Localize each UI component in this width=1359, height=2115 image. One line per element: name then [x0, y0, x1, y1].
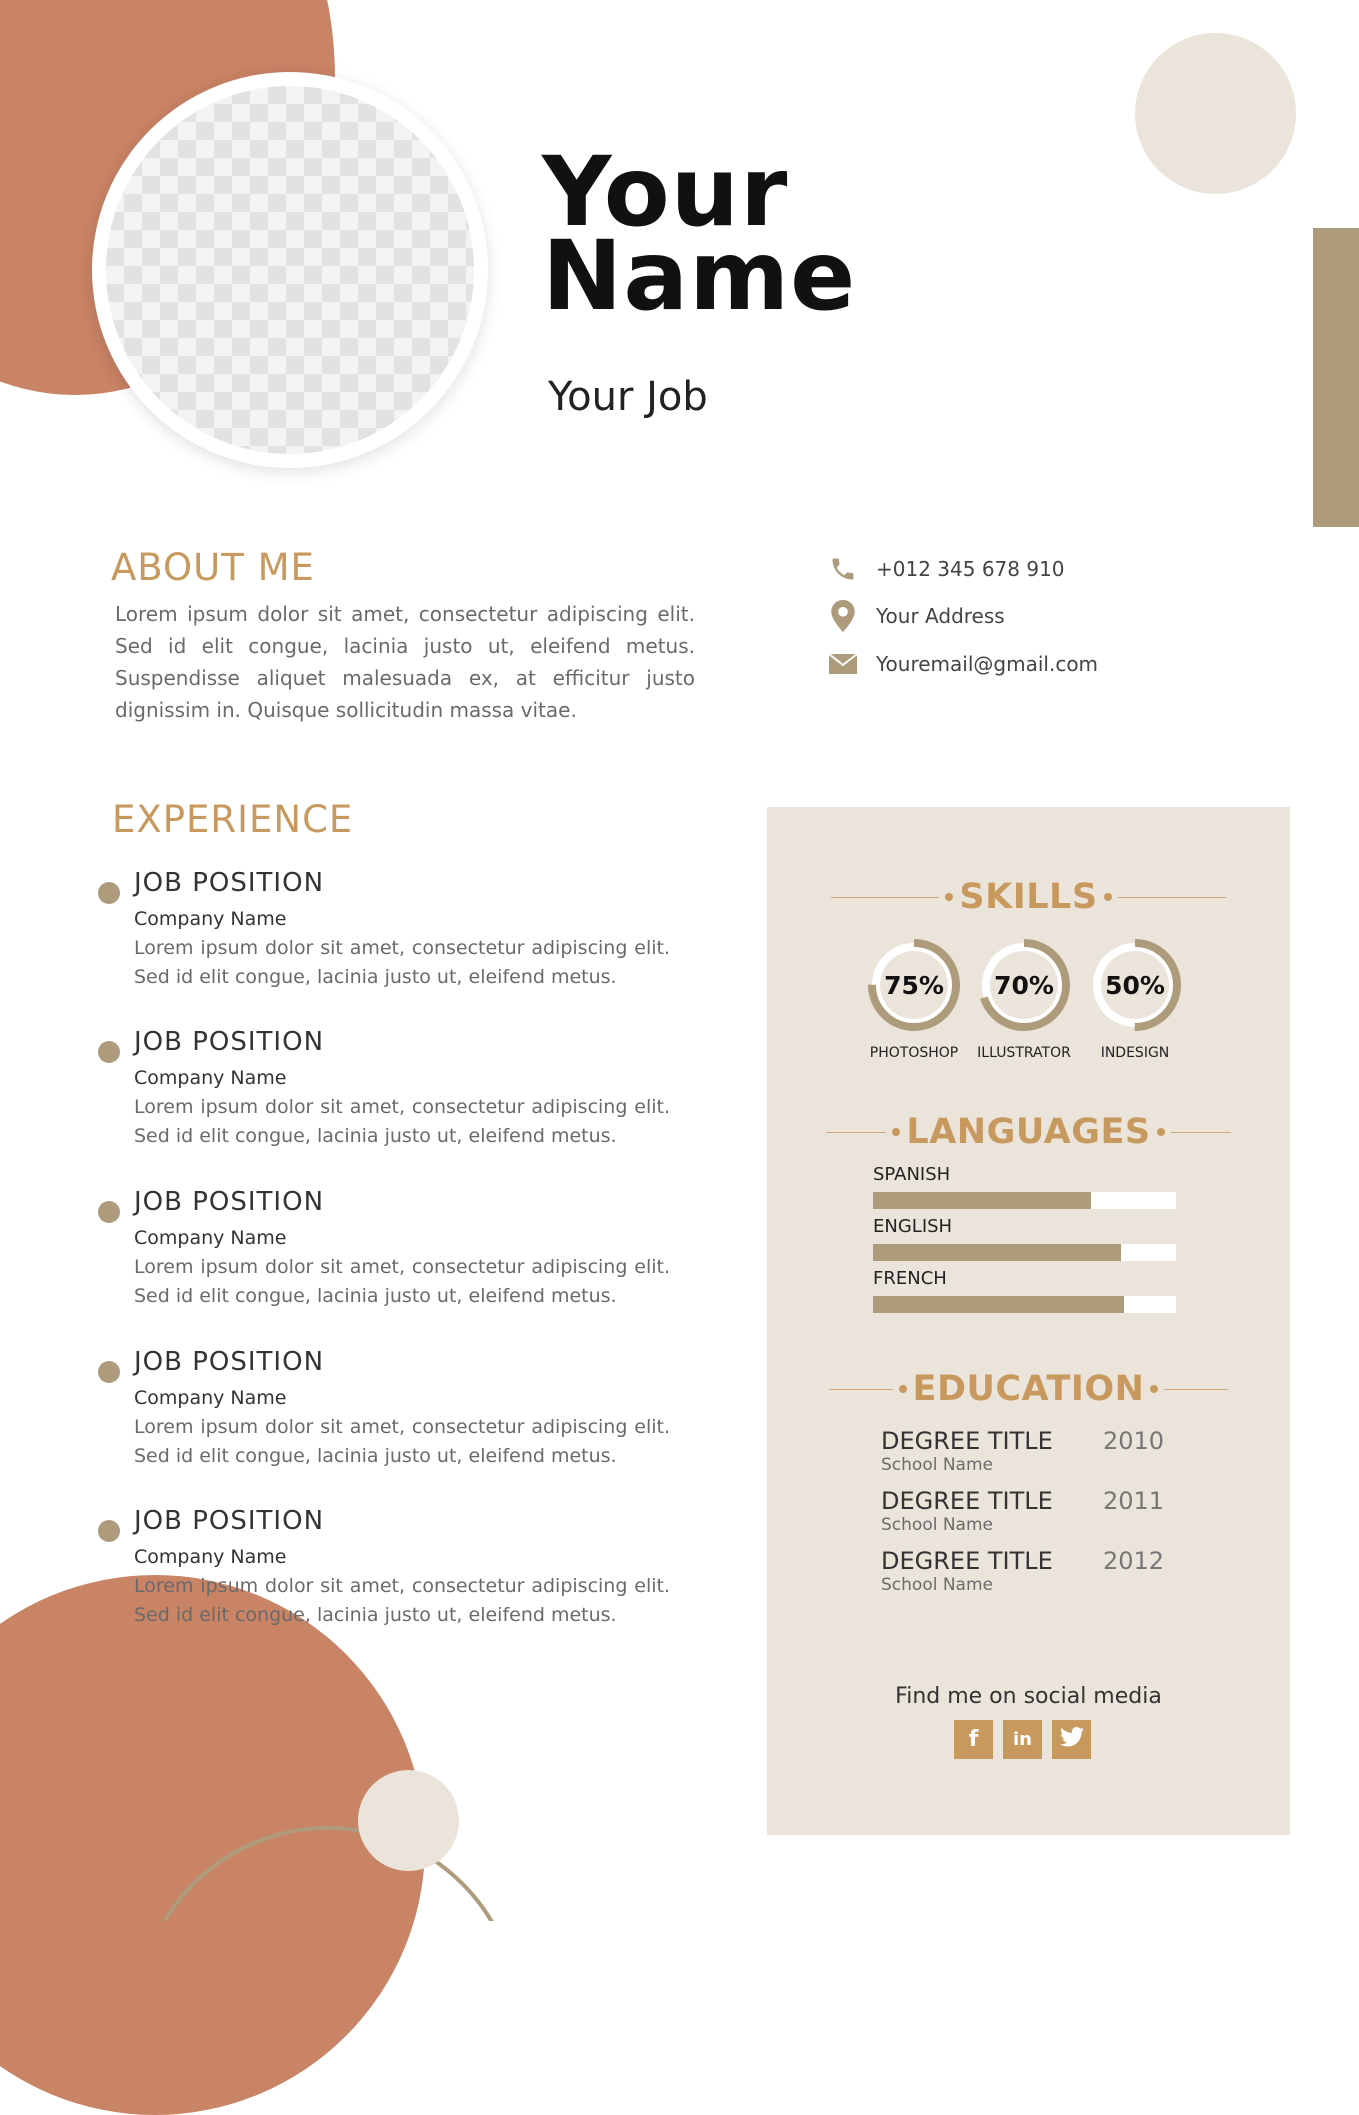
facebook-icon: f [968, 1727, 979, 1752]
contact-email [828, 648, 1098, 680]
email-icon [828, 649, 858, 679]
degree-title: DEGREE TITLE [881, 1427, 1053, 1455]
skill-ring [1087, 937, 1183, 1033]
location-pin-icon [828, 601, 858, 631]
linkedin-icon: in [1013, 1729, 1032, 1750]
name-block [542, 136, 857, 332]
address-text: Your Address [876, 604, 1005, 628]
job-description: Lorem ipsum dolor sit amet, consectetur adipiscing elit. Sed id elit congue, lacinia justo ut, eleifend metus. [134, 937, 670, 988]
job-position: JOB POSITION [134, 1347, 325, 1377]
email-text: Youremail@gmail.com [876, 652, 1099, 676]
language-bar-fill [873, 1192, 1091, 1209]
language-bar [873, 1192, 1176, 1209]
language-name: FRENCH [873, 1268, 947, 1289]
job-description: Lorem ipsum dolor sit amet, consectetur adipiscing elit. Sed id elit congue, lacinia justo ut, eleifend metus. [134, 1096, 670, 1147]
education-heading [767, 1369, 1290, 1409]
contact-phone [828, 553, 1065, 585]
degree-title: DEGREE TITLE [881, 1547, 1053, 1575]
skills-title: SKILLS [959, 877, 1098, 917]
school-name: School Name [881, 1515, 993, 1535]
experience-heading: EXPERIENCE [112, 798, 354, 841]
language-bar-fill [873, 1244, 1121, 1261]
job-position: JOB POSITION [134, 1187, 325, 1217]
job-title: Your Job [548, 374, 708, 420]
first-name: Your [542, 136, 789, 248]
decor-beige-circle-top [1135, 33, 1296, 194]
skill-name: INDESIGN [1100, 1045, 1170, 1061]
bullet-dot [98, 1041, 120, 1063]
twitter-icon [1060, 1727, 1084, 1753]
job-position: JOB POSITION [134, 868, 325, 898]
last-name: Name [542, 220, 857, 332]
decor-beige-circle-bottom [358, 1770, 459, 1871]
company-name: Company Name [134, 1546, 287, 1568]
language-name: SPANISH [873, 1164, 951, 1185]
languages-title: LANGUAGES [906, 1112, 1151, 1152]
language-bar [873, 1244, 1176, 1261]
facebook-button[interactable] [954, 1720, 993, 1759]
school-name: School Name [881, 1575, 993, 1595]
about-text: Lorem ipsum dolor sit amet, consectetur adipiscing elit. Sed id elit congue, lacinia justo ut, eleifend metus. Suspendisse aliquet malesuada ex, at efficitur justo dignissim in. Quisque sollicitudin massa vitae. [115, 602, 695, 722]
language-bar [873, 1296, 1176, 1313]
degree-year: 2010 [1103, 1427, 1165, 1455]
degree-title: DEGREE TITLE [881, 1487, 1053, 1515]
linkedin-button[interactable] [1003, 1720, 1042, 1759]
skill-name: PHOTOSHOP [869, 1045, 959, 1061]
company-name: Company Name [134, 1067, 287, 1089]
contact-address [828, 600, 1005, 632]
language-name: ENGLISH [873, 1216, 953, 1237]
job-description: Lorem ipsum dolor sit amet, consectetur adipiscing elit. Sed id elit congue, lacinia justo ut, eleifend metus. [134, 1416, 670, 1467]
degree-year: 2012 [1103, 1547, 1165, 1575]
photo-placeholder [106, 86, 474, 454]
school-name: School Name [881, 1455, 993, 1475]
company-name: Company Name [134, 908, 287, 930]
bullet-dot [98, 1361, 120, 1383]
job-position: JOB POSITION [134, 1506, 325, 1536]
skill-ring [976, 937, 1072, 1033]
decor-arc-bottom [150, 1790, 530, 1921]
bullet-dot [98, 1520, 120, 1542]
company-name: Company Name [134, 1387, 287, 1409]
company-name: Company Name [134, 1227, 287, 1249]
job-description: Lorem ipsum dolor sit amet, consectetur adipiscing elit. Sed id elit congue, lacinia justo ut, eleifend metus. [134, 1256, 670, 1307]
decor-tan-bar [1313, 228, 1359, 527]
language-bar-fill [873, 1296, 1124, 1313]
phone-icon [828, 554, 858, 584]
bullet-dot [98, 1201, 120, 1223]
skill-percent: 75% [884, 970, 944, 1000]
skills-heading [767, 877, 1290, 917]
about-heading: ABOUT ME [111, 546, 315, 589]
job-position: JOB POSITION [134, 1027, 325, 1057]
bullet-dot [98, 882, 120, 904]
social-media-text: Find me on social media [895, 1684, 1162, 1709]
side-panel [767, 807, 1290, 1835]
languages-heading [767, 1112, 1290, 1152]
skill-ring [866, 937, 962, 1033]
skill-percent: 70% [994, 970, 1054, 1000]
skill-percent: 50% [1105, 970, 1165, 1000]
degree-year: 2011 [1103, 1487, 1165, 1515]
skill-name: ILLUSTRATOR [977, 1045, 1071, 1061]
phone-number: +012 345 678 910 [876, 557, 1065, 581]
education-title: EDUCATION [912, 1369, 1145, 1409]
twitter-button[interactable] [1052, 1720, 1091, 1759]
profile-photo [92, 72, 488, 468]
job-description: Lorem ipsum dolor sit amet, consectetur adipiscing elit. Sed id elit congue, lacinia justo ut, eleifend metus. [134, 1575, 670, 1626]
